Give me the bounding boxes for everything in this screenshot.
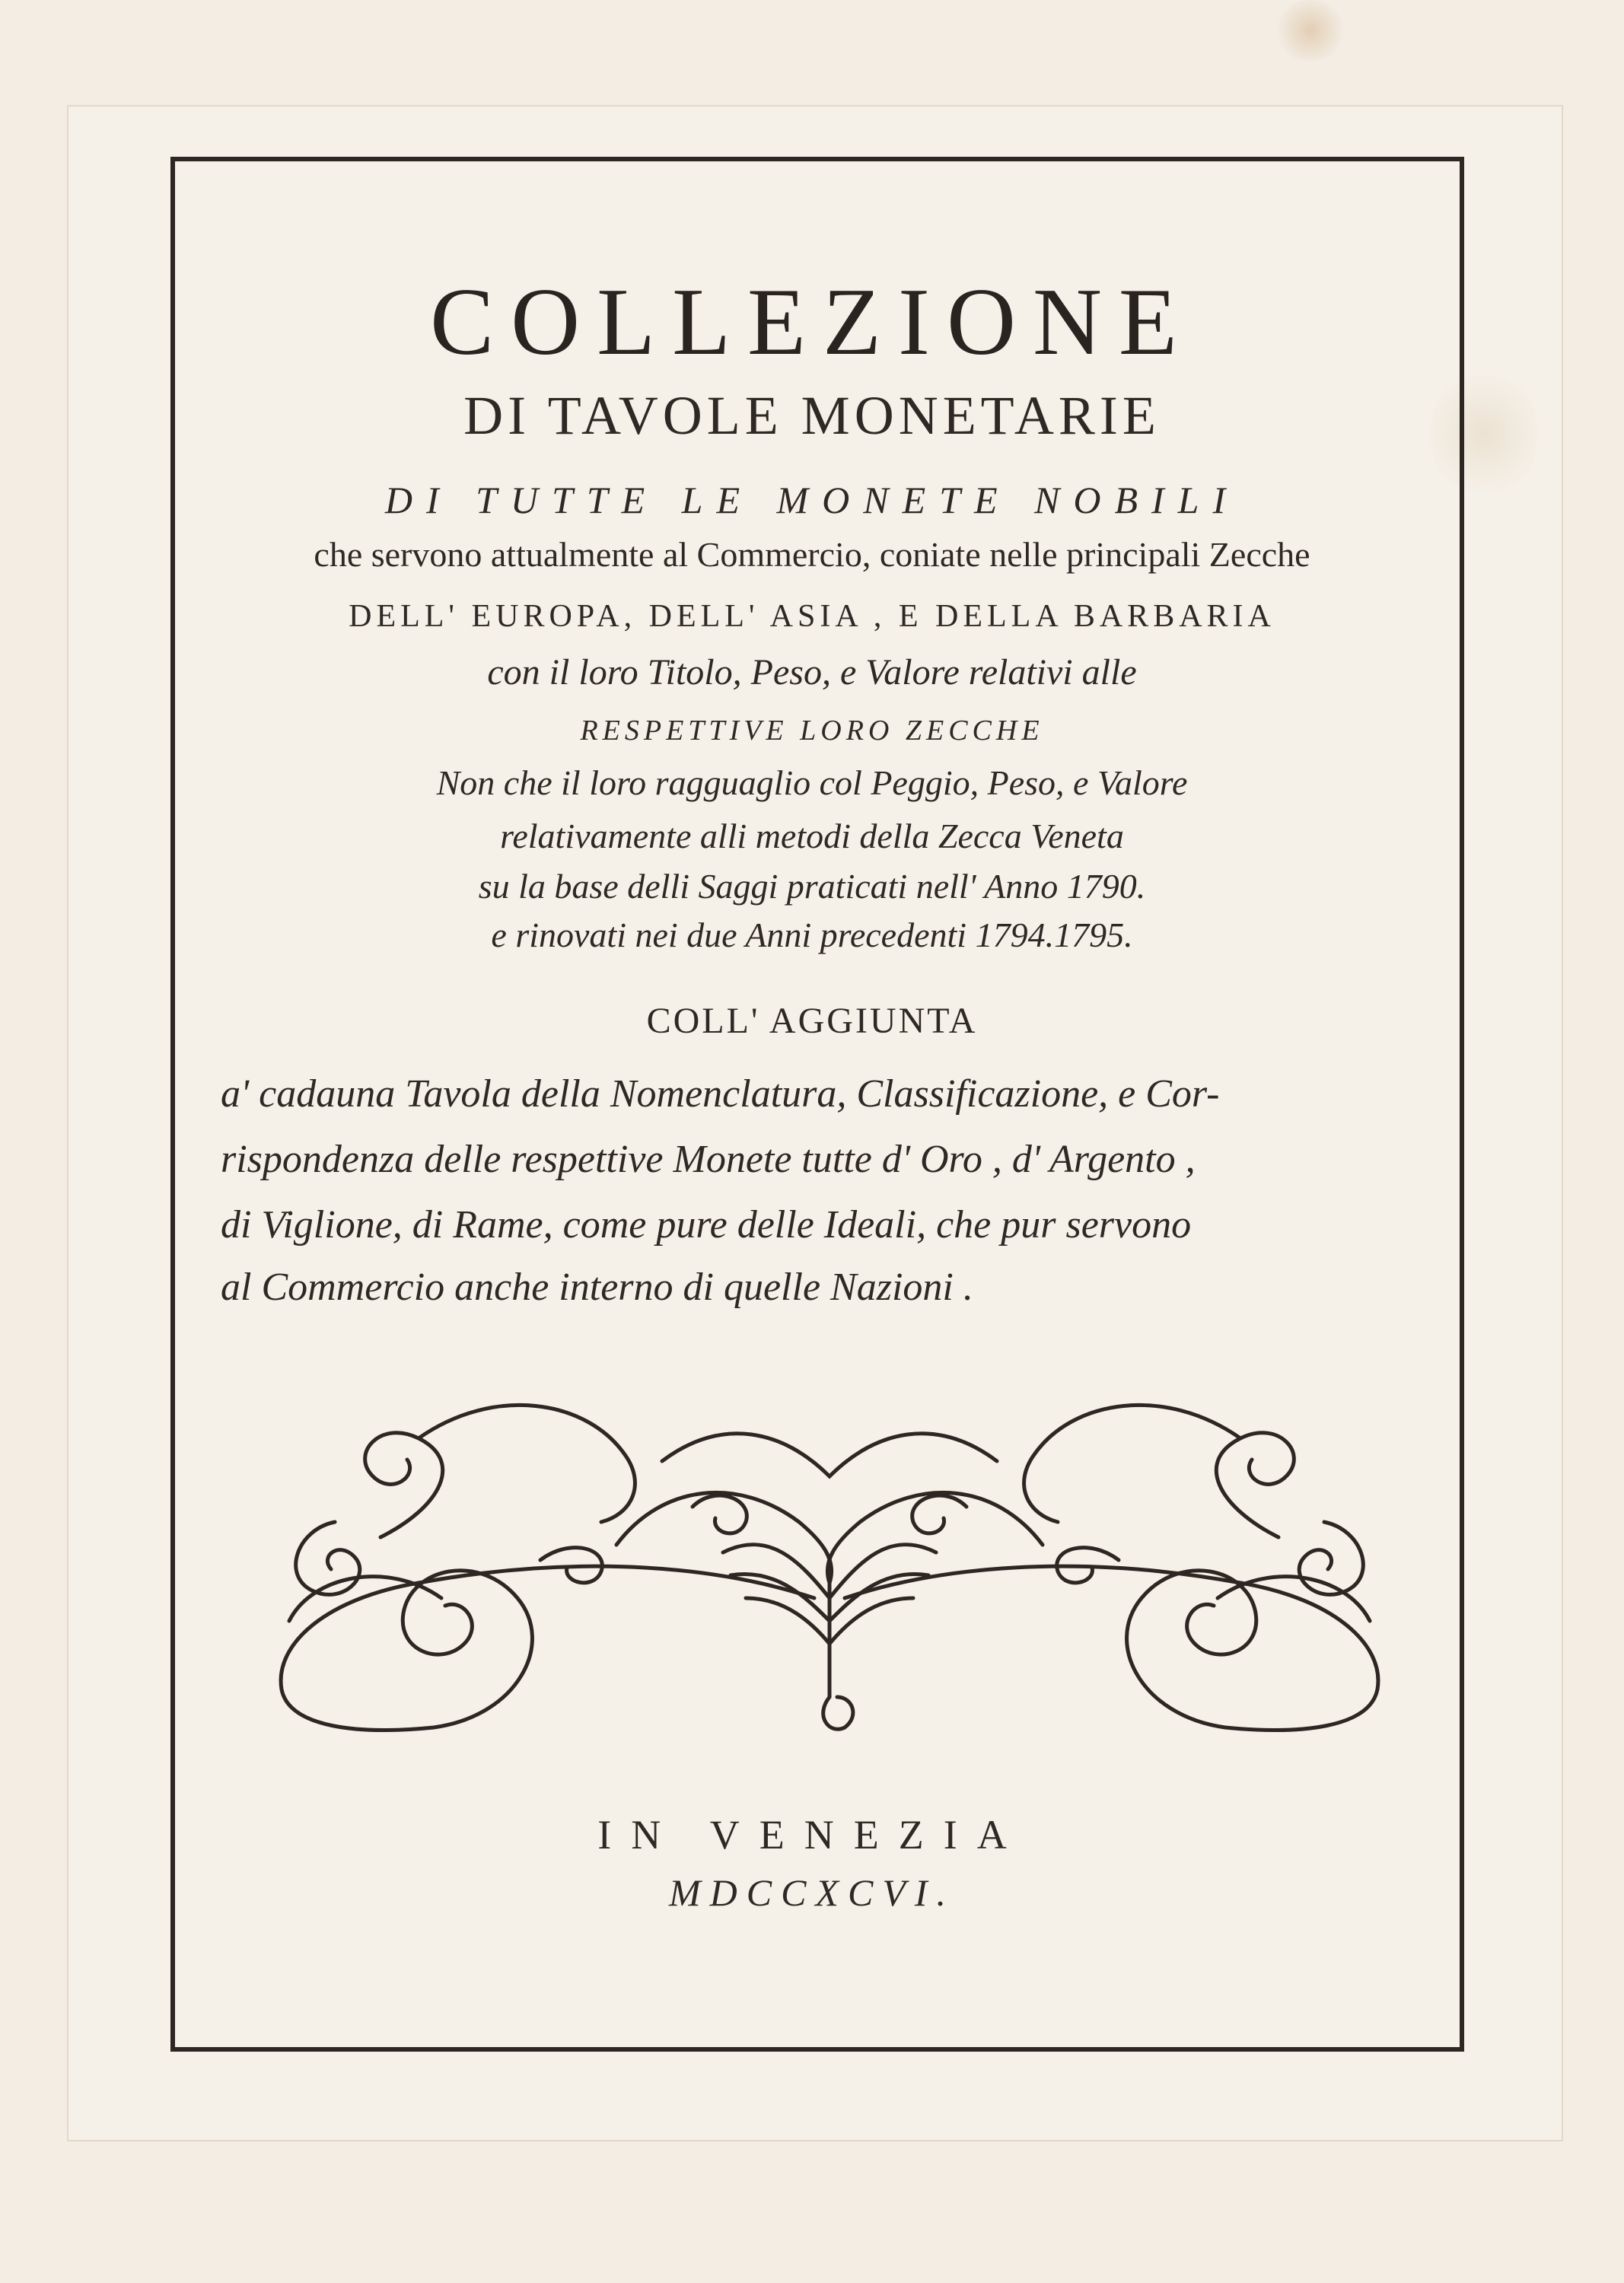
title-line-6: con il loro Titolo, Peso, e Valore relativi alle (487, 652, 1137, 693)
page-title: COLLEZIONE (430, 269, 1194, 375)
addition-heading: COLL' AGGIUNTA (646, 1001, 978, 1041)
addition-line-3: di Viglione, di Rame, come pure delle Ideali, che pur servono (221, 1203, 1192, 1247)
addition-line-1: a' cadauna Tavola della Nomenclatura, Classificazione, e Cor- (221, 1072, 1220, 1116)
title-line-11: e rinovati nei due Anni precedenti 1794.1795. (491, 915, 1133, 954)
paper-stain (1272, 0, 1349, 61)
addition-line-4: al Commercio anche interno di quelle Nazioni . (221, 1266, 973, 1309)
calligraphic-flourish (266, 1370, 1393, 1743)
title-line-8: Non che il loro ragguaglio col Peggio, Peso, e Valore (436, 763, 1188, 802)
title-line-7: RESPETTIVE LORO ZECCHE (580, 715, 1044, 747)
title-line-3: DI TUTTE LE MONETE NOBILI (384, 479, 1240, 521)
addition-line-2: rispondenza delle respettive Monete tutte d' Oro , d' Argento , (221, 1138, 1196, 1181)
imprint-place: IN VENEZIA (597, 1812, 1027, 1858)
title-line-5: DELL' EUROPA, DELL' ASIA , E DELLA BARBARIA (349, 599, 1275, 634)
page-subtitle: DI TAVOLE MONETARIE (463, 385, 1161, 446)
title-line-10: su la base delli Saggi praticati nell' Anno 1790. (478, 867, 1146, 906)
title-line-9: relativamente alli metodi della Zecca Veneta (500, 817, 1124, 855)
imprint-date: MDCCXCVI. (668, 1871, 956, 1914)
title-line-4: che servono attualmente al Commercio, coniate nelle principali Zecche (314, 535, 1310, 574)
